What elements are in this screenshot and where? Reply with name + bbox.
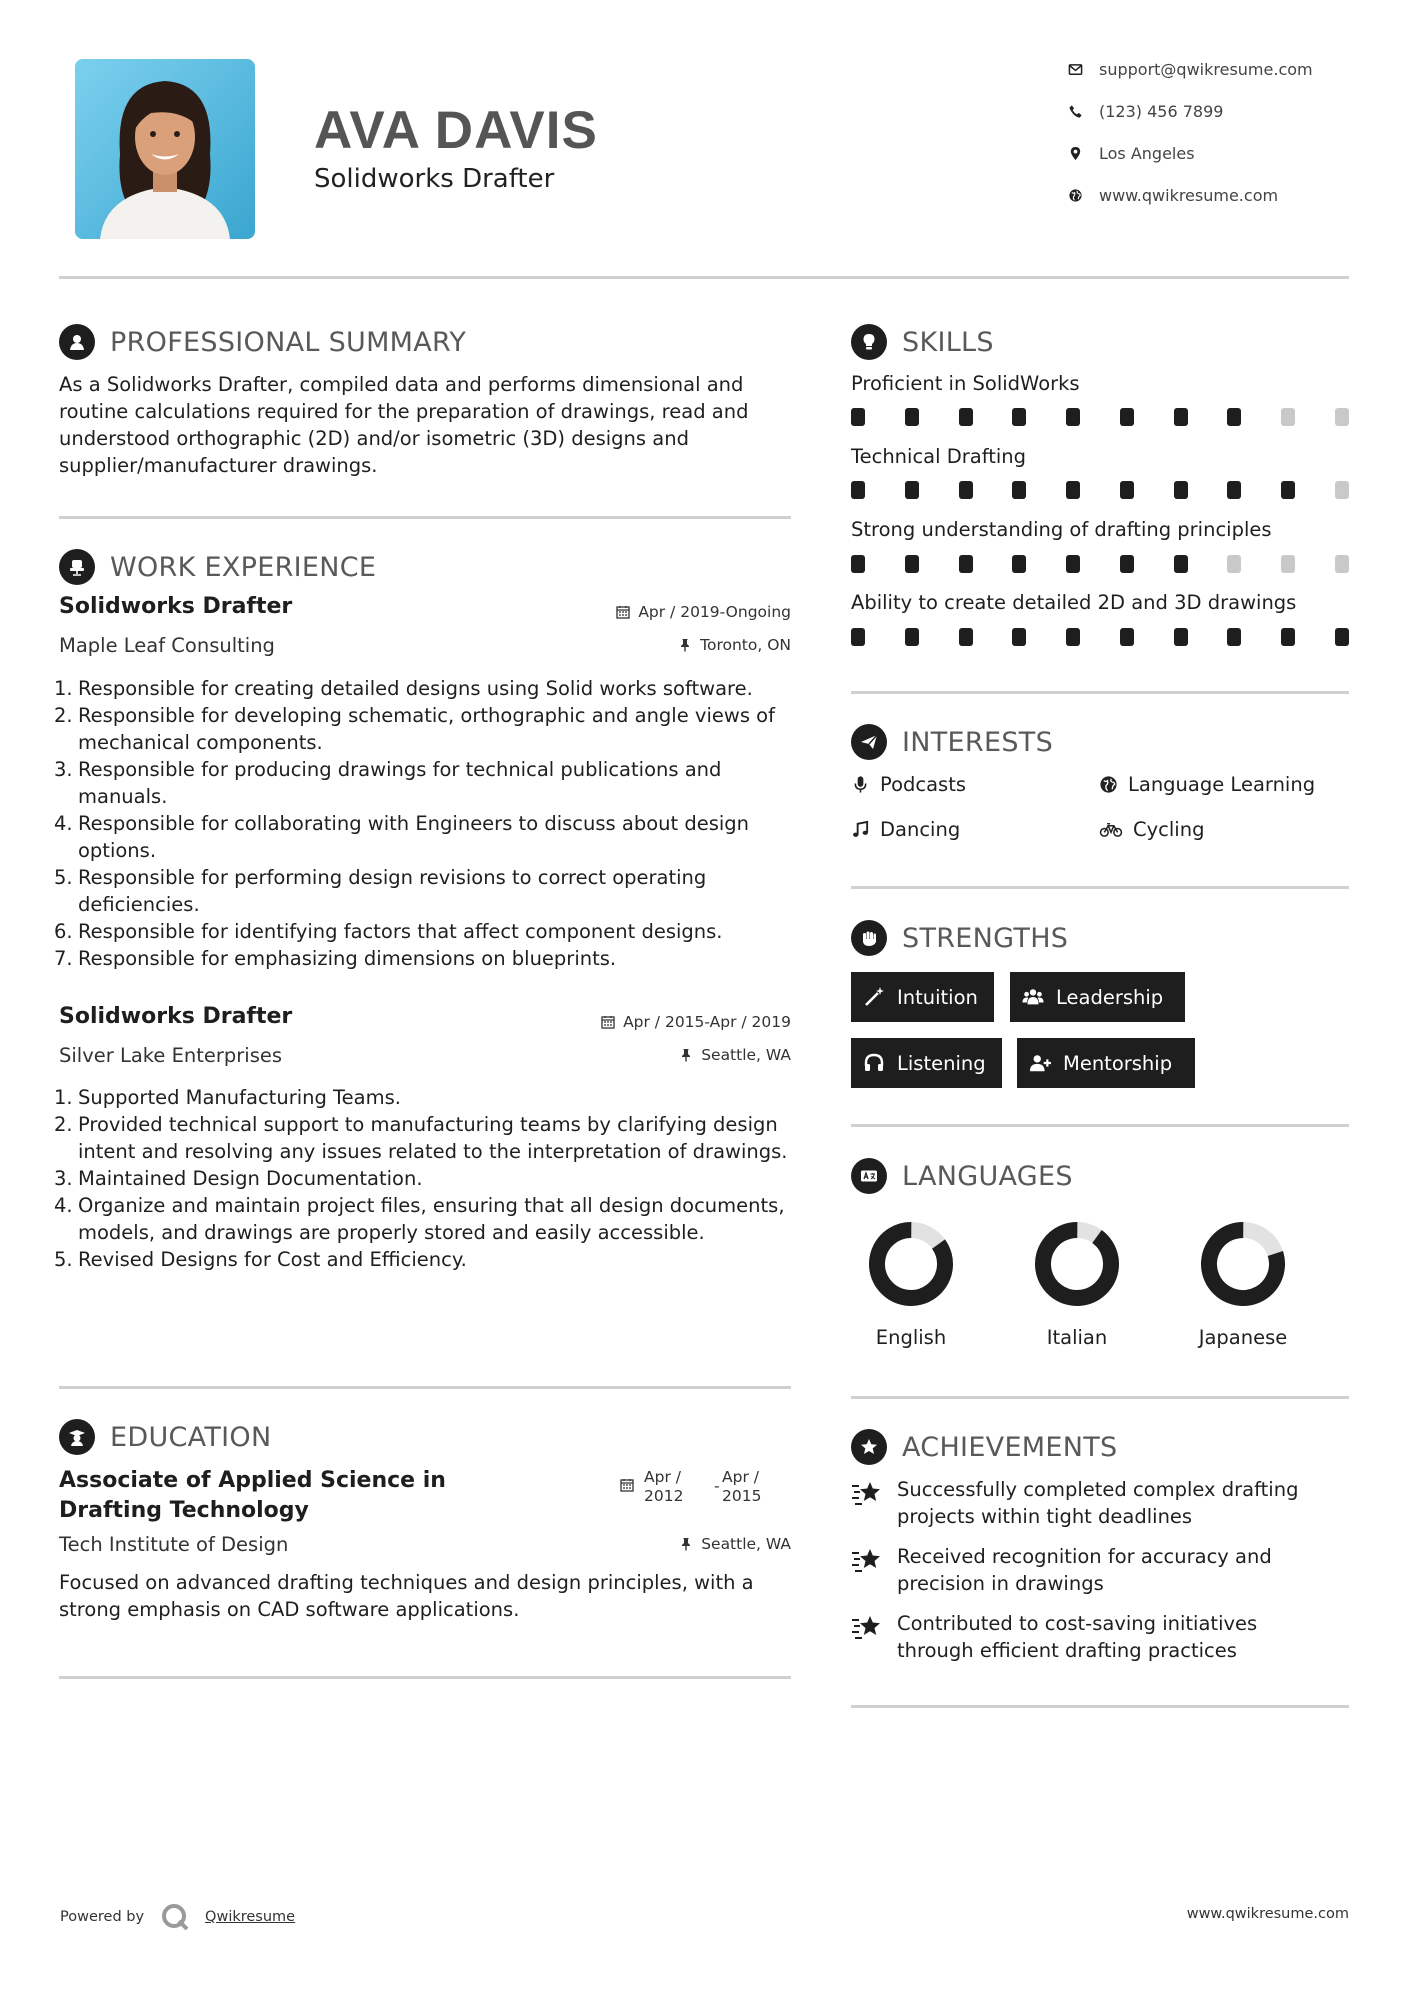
job-1-title: Solidworks Drafter bbox=[59, 594, 293, 619]
strengths-heading-text: STRENGTHS bbox=[902, 922, 1069, 954]
skill-dot-filled bbox=[959, 628, 973, 646]
skill-dot-filled bbox=[959, 481, 973, 499]
job-1-location bbox=[531, 636, 791, 654]
globe-icon bbox=[1063, 183, 1087, 207]
education-school: Tech Institute of Design bbox=[59, 1533, 289, 1556]
achievements-heading-text: ACHIEVEMENTS bbox=[902, 1431, 1118, 1463]
skill-dot-filled bbox=[1174, 628, 1188, 646]
skill-dot-filled bbox=[1174, 408, 1188, 426]
job-2-bullets bbox=[54, 1084, 794, 1273]
shooting-star-icon bbox=[851, 1478, 885, 1508]
briefcase-chair-icon bbox=[59, 549, 95, 585]
qwikresume-logo-icon bbox=[160, 1902, 190, 1932]
skill-dot-filled bbox=[905, 628, 919, 646]
summary-heading-text: PROFESSIONAL SUMMARY bbox=[110, 326, 467, 358]
header-divider bbox=[59, 276, 1349, 279]
strengths-heading bbox=[851, 918, 1068, 958]
list-item: 3. Responsible for producing drawings for technical publications and manuals. bbox=[54, 758, 722, 808]
list-item: 7. Responsible for emphasizing dimensions on blueprints. bbox=[54, 947, 617, 970]
language-japanese-ring bbox=[1198, 1219, 1288, 1313]
list-item: 2. Provided technical support to manufacturing teams by clarifying design intent and resolving any issues related to the interpretation of drawings. bbox=[54, 1113, 788, 1163]
skill-dot-empty bbox=[1227, 555, 1241, 573]
job-2-dates-text: Apr / 2015-Apr / 2019 bbox=[623, 1013, 791, 1031]
education-start-year: 2012 bbox=[644, 1487, 684, 1505]
star-badge-icon bbox=[851, 1429, 887, 1465]
skill-dot-empty bbox=[1335, 408, 1349, 426]
summary-text: As a Solidworks Drafter, compiled data and performs dimensional and routine calculations required for the preparation of drawings, read and understood orthographic (2D) and/or isometric (3D) designs and supplier/manufacturer drawings. bbox=[59, 373, 749, 477]
contact-email-text: support@qwikresume.com bbox=[1099, 59, 1313, 79]
bicycle-icon bbox=[1099, 820, 1123, 839]
calendar-icon bbox=[601, 1015, 615, 1029]
interest-language-learning: Language Learning bbox=[1099, 770, 1315, 798]
skill-dot-filled bbox=[1012, 555, 1026, 573]
skill-dot-filled bbox=[1120, 408, 1134, 426]
skill-dot-filled bbox=[1012, 628, 1026, 646]
skill-3-rating bbox=[851, 555, 1349, 573]
headphones-icon bbox=[863, 1052, 885, 1074]
list-item: 2. Responsible for developing schematic, orthographic and angle views of mechanical components. bbox=[54, 704, 775, 754]
skill-dot-filled bbox=[1012, 408, 1026, 426]
skills-heading-text: SKILLS bbox=[902, 326, 994, 358]
skill-dot-filled bbox=[851, 628, 865, 646]
language-ring-fill bbox=[1200, 1221, 1286, 1307]
strength-intuition: Intuition bbox=[851, 972, 994, 1022]
footer-url[interactable]: www.qwikresume.com bbox=[1186, 1906, 1349, 1922]
skill-dot-filled bbox=[905, 481, 919, 499]
achievement-item: Contributed to cost-saving initiatives through efficient drafting practices bbox=[851, 1610, 1337, 1664]
job-1-location-text: Toronto, ON bbox=[700, 636, 791, 654]
languages-divider bbox=[851, 1396, 1349, 1399]
fist-icon bbox=[851, 920, 887, 956]
experience-heading-text: WORK EXPERIENCE bbox=[110, 551, 377, 583]
graduate-icon bbox=[59, 1419, 95, 1455]
skill-dot-filled bbox=[1227, 481, 1241, 499]
profile-photo bbox=[75, 59, 255, 239]
skill-dot-filled bbox=[1066, 628, 1080, 646]
pushpin-icon bbox=[679, 1048, 693, 1062]
language-italian-label: Italian bbox=[1046, 1326, 1108, 1349]
skill-dot-filled bbox=[1066, 555, 1080, 573]
skill-dot-filled bbox=[1227, 408, 1241, 426]
skill-dot-empty bbox=[1335, 481, 1349, 499]
skill-2-rating bbox=[851, 481, 1349, 499]
language-english-label: English bbox=[875, 1326, 947, 1349]
qwikresume-link[interactable]: Qwikresume bbox=[205, 1909, 296, 1925]
language-japanese-label: Japanese bbox=[1198, 1326, 1288, 1349]
shooting-star-icon bbox=[851, 1545, 885, 1575]
education-end-year: 2015 bbox=[722, 1487, 762, 1505]
list-item: 5. Responsible for performing design revisions to correct operating deficiencies. bbox=[54, 866, 707, 916]
skill-dot-filled bbox=[1120, 555, 1134, 573]
music-icon bbox=[851, 820, 870, 839]
translate-card-icon bbox=[851, 1158, 887, 1194]
contact-website-text: www.qwikresume.com bbox=[1099, 185, 1279, 205]
skill-dot-empty bbox=[1281, 555, 1295, 573]
languages-heading bbox=[851, 1156, 1073, 1196]
globe-icon bbox=[1099, 775, 1118, 794]
education-dates bbox=[618, 1468, 793, 1508]
education-heading bbox=[59, 1417, 271, 1457]
education-degree: Associate of Applied Science in Drafting Technology bbox=[59, 1468, 446, 1523]
language-ring-fill bbox=[1032, 1219, 1122, 1309]
envelope-icon bbox=[1063, 57, 1087, 81]
skills-divider bbox=[851, 691, 1349, 694]
achievements-divider bbox=[851, 1705, 1349, 1708]
skill-dot-filled bbox=[851, 408, 865, 426]
skill-dot-filled bbox=[851, 555, 865, 573]
strength-leadership: Leadership bbox=[1010, 972, 1185, 1022]
skill-dot-filled bbox=[1335, 628, 1349, 646]
footer-powered-by bbox=[60, 1902, 295, 1932]
skill-4-label: Ability to create detailed 2D and 3D drawings bbox=[851, 591, 1297, 614]
job-2-company: Silver Lake Enterprises bbox=[59, 1044, 283, 1067]
map-pin-icon bbox=[1063, 141, 1087, 165]
interest-podcasts: Podcasts bbox=[851, 770, 966, 798]
skills-heading bbox=[851, 322, 994, 362]
education-heading-text: EDUCATION bbox=[110, 1421, 272, 1453]
skill-dot-filled bbox=[959, 555, 973, 573]
job-1-company: Maple Leaf Consulting bbox=[59, 634, 275, 657]
experience-heading bbox=[59, 547, 376, 587]
list-item: 5. Revised Designs for Cost and Efficiency. bbox=[54, 1248, 467, 1271]
skill-dot-filled bbox=[1066, 408, 1080, 426]
paper-plane-icon bbox=[851, 724, 887, 760]
skill-1-rating bbox=[851, 408, 1349, 426]
job-2-dates bbox=[531, 1013, 791, 1031]
skill-dot-filled bbox=[1174, 555, 1188, 573]
experience-divider bbox=[59, 1386, 791, 1389]
contact-location-text: Los Angeles bbox=[1099, 143, 1195, 163]
list-item: 4. Responsible for collaborating with Engineers to discuss about design options. bbox=[54, 812, 750, 862]
strengths-divider bbox=[851, 1124, 1349, 1127]
pushpin-icon bbox=[678, 638, 692, 652]
list-item: 4. Organize and maintain project files, ensuring that all design documents, models, and drawings are properly stored and easily accessible. bbox=[54, 1194, 785, 1244]
job-2-title: Solidworks Drafter bbox=[59, 1004, 293, 1029]
job-1-dates bbox=[531, 603, 791, 621]
language-italian-ring bbox=[1032, 1219, 1122, 1313]
skill-dot-filled bbox=[1120, 628, 1134, 646]
candidate-name: AVA DAVIS bbox=[314, 101, 598, 160]
list-item: 1. Responsible for creating detailed designs using Solid works software. bbox=[54, 677, 753, 700]
summary-divider bbox=[59, 516, 791, 519]
list-item: 6. Responsible for identifying factors that affect component designs. bbox=[54, 920, 723, 943]
strength-listening: Listening bbox=[851, 1038, 1002, 1088]
phone-icon bbox=[1063, 99, 1087, 123]
contact-phone-text: (123) 456 7899 bbox=[1099, 101, 1224, 121]
user-plus-icon bbox=[1029, 1052, 1051, 1074]
interest-dancing: Dancing bbox=[851, 815, 960, 843]
achievement-item: Successfully completed complex drafting projects within tight deadlines bbox=[851, 1476, 1337, 1530]
education-start-month: Apr / bbox=[644, 1468, 681, 1486]
contact-website[interactable] bbox=[1063, 183, 1383, 207]
skill-3-label: Strong understanding of drafting principles bbox=[851, 518, 1272, 541]
skill-1-label: Proficient in SolidWorks bbox=[851, 372, 1080, 395]
job-1-bullets bbox=[54, 675, 794, 972]
languages-heading-text: LANGUAGES bbox=[902, 1160, 1073, 1192]
user-circle-icon bbox=[59, 324, 95, 360]
achievement-item: Received recognition for accuracy and precision in drawings bbox=[851, 1543, 1337, 1597]
skill-dot-filled bbox=[1012, 481, 1026, 499]
magic-wand-icon bbox=[863, 986, 885, 1008]
strength-mentorship: Mentorship bbox=[1017, 1038, 1195, 1088]
skill-dot-filled bbox=[959, 408, 973, 426]
skill-dot-filled bbox=[905, 555, 919, 573]
language-ring-fill bbox=[866, 1219, 956, 1309]
interests-heading bbox=[851, 722, 1053, 762]
powered-by-text: Powered by bbox=[60, 1909, 145, 1925]
language-english-ring bbox=[866, 1219, 956, 1313]
skill-dot-filled bbox=[1174, 481, 1188, 499]
skill-dot-empty bbox=[1281, 408, 1295, 426]
contact-phone[interactable] bbox=[1063, 99, 1383, 123]
skill-dot-filled bbox=[851, 481, 865, 499]
education-location bbox=[531, 1535, 791, 1553]
skill-4-rating bbox=[851, 628, 1349, 646]
interests-heading-text: INTERESTS bbox=[902, 726, 1054, 758]
calendar-icon bbox=[620, 1478, 634, 1492]
skill-dot-filled bbox=[1281, 481, 1295, 499]
skill-dot-empty bbox=[1335, 555, 1349, 573]
education-date-separator: - bbox=[714, 1477, 720, 1495]
candidate-title: Solidworks Drafter bbox=[314, 164, 555, 194]
achievements-heading bbox=[851, 1427, 1118, 1467]
skill-2-label: Technical Drafting bbox=[851, 445, 1027, 468]
job-2-location-text: Seattle, WA bbox=[701, 1046, 791, 1064]
skill-dot-filled bbox=[1120, 481, 1134, 499]
lightbulb-icon bbox=[851, 324, 887, 360]
microphone-icon bbox=[851, 775, 870, 794]
skill-dot-filled bbox=[1281, 628, 1295, 646]
interests-divider bbox=[851, 886, 1349, 889]
job-2-location bbox=[531, 1046, 791, 1064]
contact-email[interactable] bbox=[1063, 57, 1383, 81]
contact-location bbox=[1063, 141, 1383, 165]
skill-dot-filled bbox=[1066, 481, 1080, 499]
list-item: 1. Supported Manufacturing Teams. bbox=[54, 1086, 401, 1109]
summary-heading bbox=[59, 322, 466, 362]
education-location-text: Seattle, WA bbox=[701, 1535, 791, 1553]
list-item: 3. Maintained Design Documentation. bbox=[54, 1167, 423, 1190]
calendar-icon bbox=[616, 605, 630, 619]
shooting-star-icon bbox=[851, 1612, 885, 1642]
education-divider bbox=[59, 1676, 791, 1679]
skill-dot-filled bbox=[905, 408, 919, 426]
interest-cycling: Cycling bbox=[1099, 815, 1204, 843]
users-icon bbox=[1022, 986, 1044, 1008]
pushpin-icon bbox=[679, 1537, 693, 1551]
education-end-month: Apr / bbox=[722, 1468, 759, 1486]
education-description: Focused on advanced drafting techniques and design principles, with a strong emphasis on CAD software applications. bbox=[59, 1571, 754, 1621]
skill-dot-filled bbox=[1227, 628, 1241, 646]
job-1-dates-text: Apr / 2019-Ongoing bbox=[638, 603, 791, 621]
